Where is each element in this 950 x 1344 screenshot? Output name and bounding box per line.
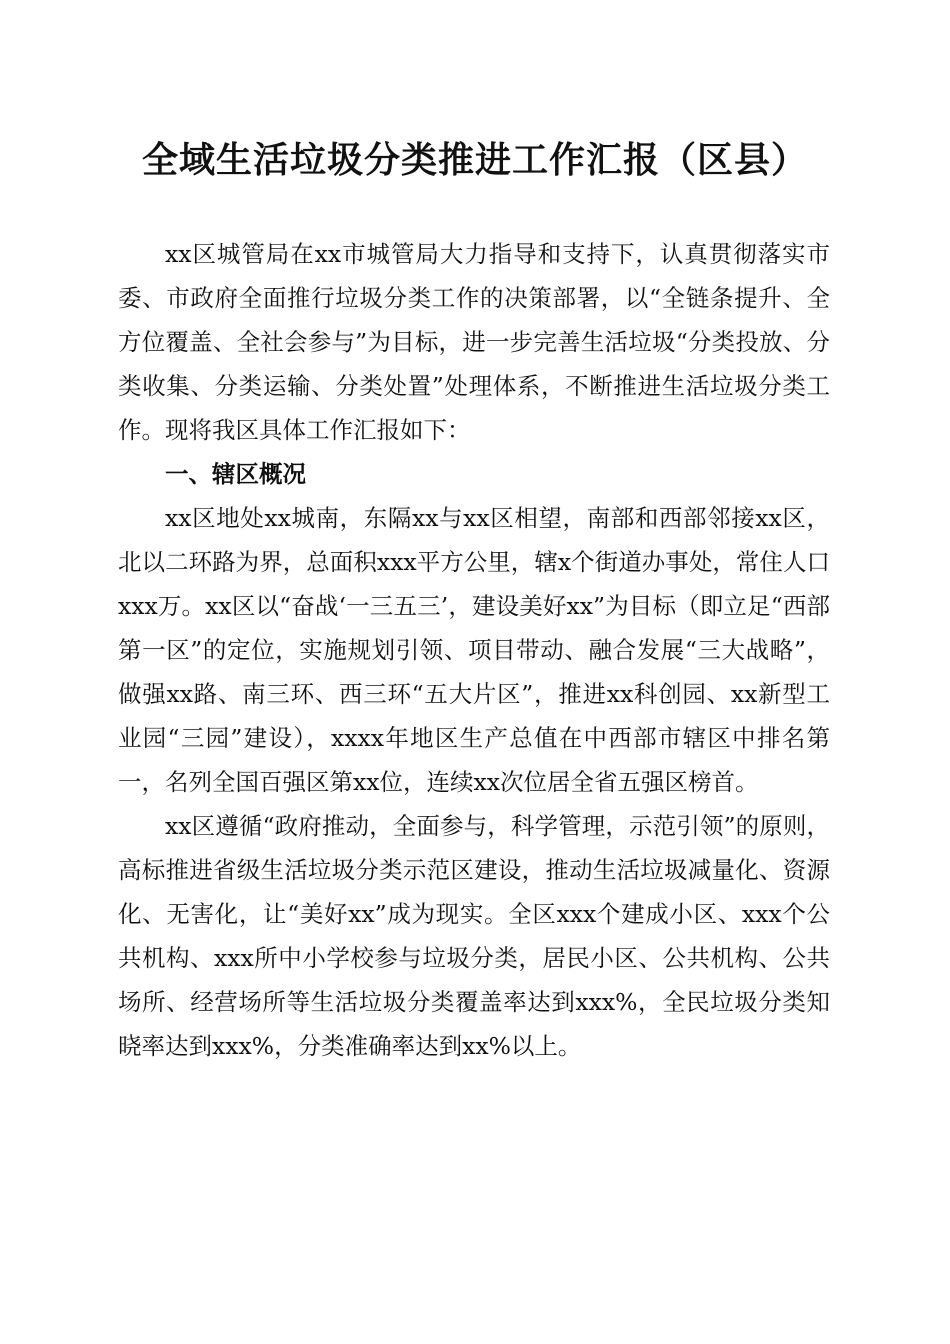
document-body [118, 232, 830, 1068]
section-heading: 一、辖区概况 [165, 460, 306, 488]
principle-paragraph: xx区遵循“政府推动，全面参与，科学管理，示范引领”的原则，高标推进省级生活垃圾分类示范区建设，推动生活垃圾减量化、资源化、无害化，让“美好xx”成为现实。全区xxx个建成小区、xxx个公共机构、xxx所中小学校参与垃圾分类，居民小区、公共机构、公共场所、经营场所等生活垃圾分类覆盖率达到xxx%，全民垃圾分类知晓率达到xxx%，分类准确率达到xx%以上。 [118, 812, 830, 1060]
intro-paragraph: xx区城管局在xx市城管局大力指导和支持下，认真贯彻落实市委、市政府全面推行垃圾分类工作的决策部署，以“全链条提升、全方位覆盖、全社会参与”为目标，进一步完善生活垃圾“分类投放、分类收集、分类运输、分类处置”处理体系，不断推进生活垃圾分类工作。现将我区具体工作汇报如下： [118, 240, 830, 444]
document-title: 全域生活垃圾分类推进工作汇报（区县） [141, 139, 808, 181]
overview-paragraph: xx区地处xx城南，东隔xx与xx区相望，南部和西部邻接xx区，北以二环路为界，总面积xxx平方公里，辖x个街道办事处，常住人口xxx万。xx区以“奋战‘一三五三’，建设美好xx”为目标（即立足“西部第一区”的定位，实施规划引领、项目带动、融合发展“三大战略”，做强xx路、南三环、西三环“五大片区”，推进xx科创园、xx新型工业园“三园”建设），xxxx年地区生产总值在中西部市辖区中排名第一，名列全国百强区第xx位，连续xx次位居全省五强区榜首。 [118, 504, 830, 796]
